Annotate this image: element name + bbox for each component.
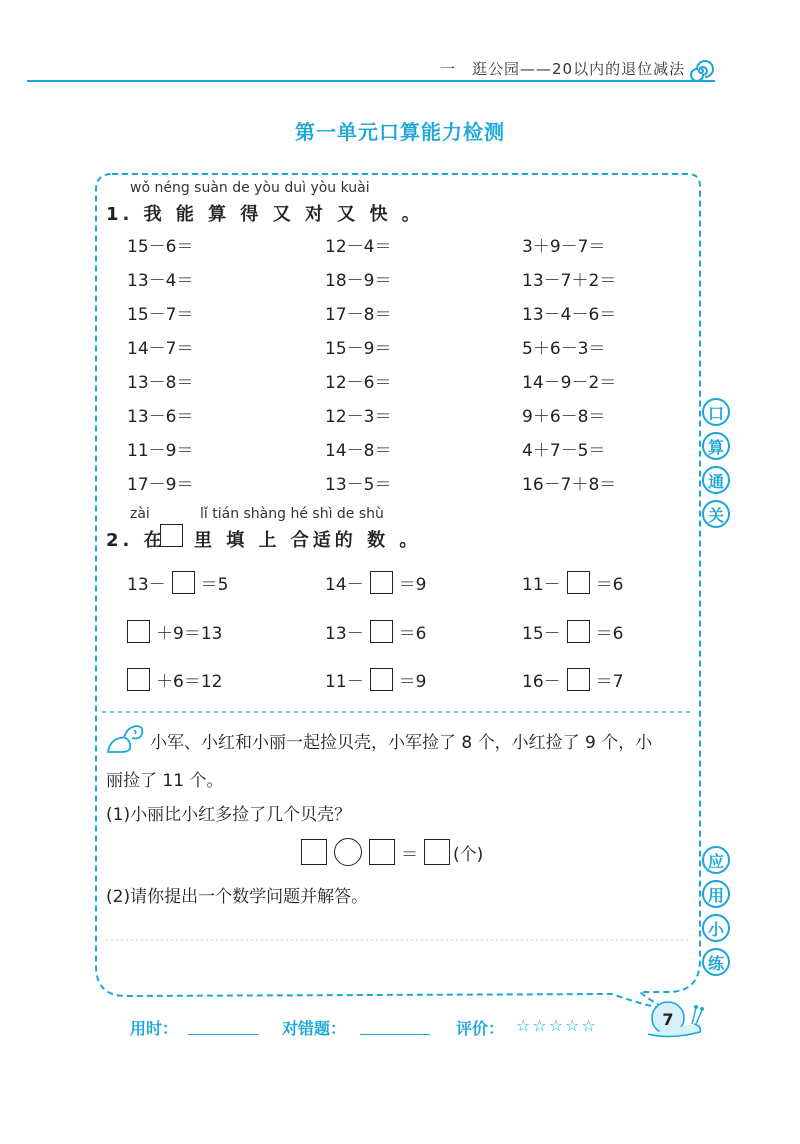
equation: 14－8＝ <box>325 441 392 461</box>
fill-item <box>522 667 623 692</box>
fill-prefix: 16－ <box>522 672 561 692</box>
equation: 17－9＝ <box>127 475 194 495</box>
fill-suffix: ＝7 <box>595 672 624 692</box>
q2-pinyin-zai: zài <box>130 506 150 522</box>
side-tab: 算 <box>702 432 730 460</box>
equation: 12－6＝ <box>325 373 392 393</box>
equation: 17－8＝ <box>325 305 392 325</box>
q2-heading-num: 2. 在 <box>106 530 166 551</box>
answer-box[interactable] <box>301 839 327 865</box>
side-tab: 关 <box>702 500 730 528</box>
fill-item <box>522 619 623 644</box>
equation: 13－7＋2＝ <box>522 271 617 291</box>
answer-box <box>160 524 183 547</box>
fill-item <box>325 619 426 644</box>
fill-item <box>127 667 222 692</box>
answer-box[interactable] <box>172 571 195 594</box>
time-label: 用时： <box>130 1019 179 1038</box>
page-title: 第一单元口算能力检测 <box>295 120 505 144</box>
answer-box[interactable] <box>567 620 590 643</box>
unit-label: (个) <box>453 844 484 865</box>
side-tab: 通 <box>702 466 730 494</box>
equation: 13－6＝ <box>127 407 194 427</box>
fill-suffix: ＝6 <box>595 624 624 644</box>
answer-box[interactable] <box>567 571 590 594</box>
equation: 13－8＝ <box>127 373 194 393</box>
answer-box[interactable] <box>370 668 393 691</box>
fill-suffix: ＋9＝13 <box>156 624 223 644</box>
side-tab: 口 <box>702 398 730 426</box>
fill-suffix: ＝6 <box>398 624 427 644</box>
fill-prefix: 13－ <box>127 575 166 595</box>
errors-blank[interactable] <box>360 1020 430 1035</box>
fill-suffix: ＝6 <box>595 575 624 595</box>
fill-prefix: 11－ <box>325 672 364 692</box>
answer-box[interactable] <box>424 839 450 865</box>
answer-box[interactable] <box>127 668 150 691</box>
equation: 13－5＝ <box>325 475 392 495</box>
page-number: 7 <box>662 1010 674 1029</box>
equation: 9＋6－8＝ <box>522 407 606 427</box>
answer-equation <box>301 838 483 866</box>
fill-suffix: ＝5 <box>200 575 229 595</box>
rating-label: 评价： <box>456 1019 505 1038</box>
fill-suffix: ＝9 <box>398 672 427 692</box>
equation: 13－4－6＝ <box>522 305 617 325</box>
equation: 13－4＝ <box>127 271 194 291</box>
equation: 14－7＝ <box>127 339 194 359</box>
q2-pinyin: lǐ tián shàng hé shì de shù <box>200 506 384 522</box>
equation: 11－9＝ <box>127 441 194 461</box>
shell-icon <box>104 722 146 756</box>
equation: 12－4＝ <box>325 237 392 257</box>
app-subquestion-2: (2)请你提出一个数学问题并解答。 <box>106 887 369 907</box>
fill-prefix: 14－ <box>325 575 364 595</box>
equation: 15－6＝ <box>127 237 194 257</box>
equation: 12－3＝ <box>325 407 392 427</box>
side-tab: 应 <box>702 846 730 874</box>
equation: 16－7＋8＝ <box>522 475 617 495</box>
fill-item <box>127 619 222 644</box>
fill-item <box>325 570 426 595</box>
q1-column-3 <box>522 232 616 504</box>
side-tab: 用 <box>702 880 730 908</box>
equation: 15－7＝ <box>127 305 194 325</box>
rating-stars[interactable]: ☆☆☆☆☆ <box>516 1016 598 1035</box>
equation: 18－9＝ <box>325 271 392 291</box>
answer-box[interactable] <box>369 839 395 865</box>
equation: 15－9＝ <box>325 339 392 359</box>
answer-box[interactable] <box>370 571 393 594</box>
side-tabs-application <box>702 846 730 976</box>
q1-column-2 <box>325 232 391 504</box>
errors-label: 对错题： <box>282 1019 347 1038</box>
fill-item <box>127 570 228 595</box>
equation: 3＋9－7＝ <box>522 237 606 257</box>
equation: 5＋6－3＝ <box>522 339 606 359</box>
fill-suffix: ＝9 <box>398 575 427 595</box>
running-header: 一 逛公园——20以内的退位减法 <box>440 60 686 78</box>
side-tab: 小 <box>702 914 730 942</box>
answer-box[interactable] <box>567 668 590 691</box>
side-tab: 练 <box>702 948 730 976</box>
fill-suffix: ＋6＝12 <box>156 672 223 692</box>
app-problem-line-1: 小军、小红和小丽一起捡贝壳，小军捡了 8 个，小红捡了 9 个，小 <box>150 733 653 753</box>
side-tabs-oral <box>702 398 730 528</box>
q1-heading: 1. 我 能 算 得 又 对 又 快 。 <box>106 204 424 225</box>
operator-circle[interactable] <box>334 838 362 866</box>
fill-prefix: 15－ <box>522 624 561 644</box>
fill-item <box>325 667 426 692</box>
fill-item <box>522 570 623 595</box>
app-problem-line-2: 丽捡了 11 个。 <box>106 771 224 791</box>
q1-pinyin: wǒ néng suàn de yòu duì yòu kuài <box>130 180 370 196</box>
answer-box[interactable] <box>127 620 150 643</box>
answer-box[interactable] <box>370 620 393 643</box>
time-blank[interactable] <box>188 1020 258 1035</box>
equals-sign: ＝ <box>401 844 418 865</box>
fill-prefix: 13－ <box>325 624 364 644</box>
equation: 4＋7－5＝ <box>522 441 606 461</box>
fill-prefix: 11－ <box>522 575 561 595</box>
equation: 14－9－2＝ <box>522 373 617 393</box>
app-subquestion-1: (1)小丽比小红多捡了几个贝壳？ <box>106 805 352 825</box>
q2-heading-rest: 里 填 上 合适的 数 。 <box>194 530 422 551</box>
q1-column-1 <box>127 232 193 504</box>
